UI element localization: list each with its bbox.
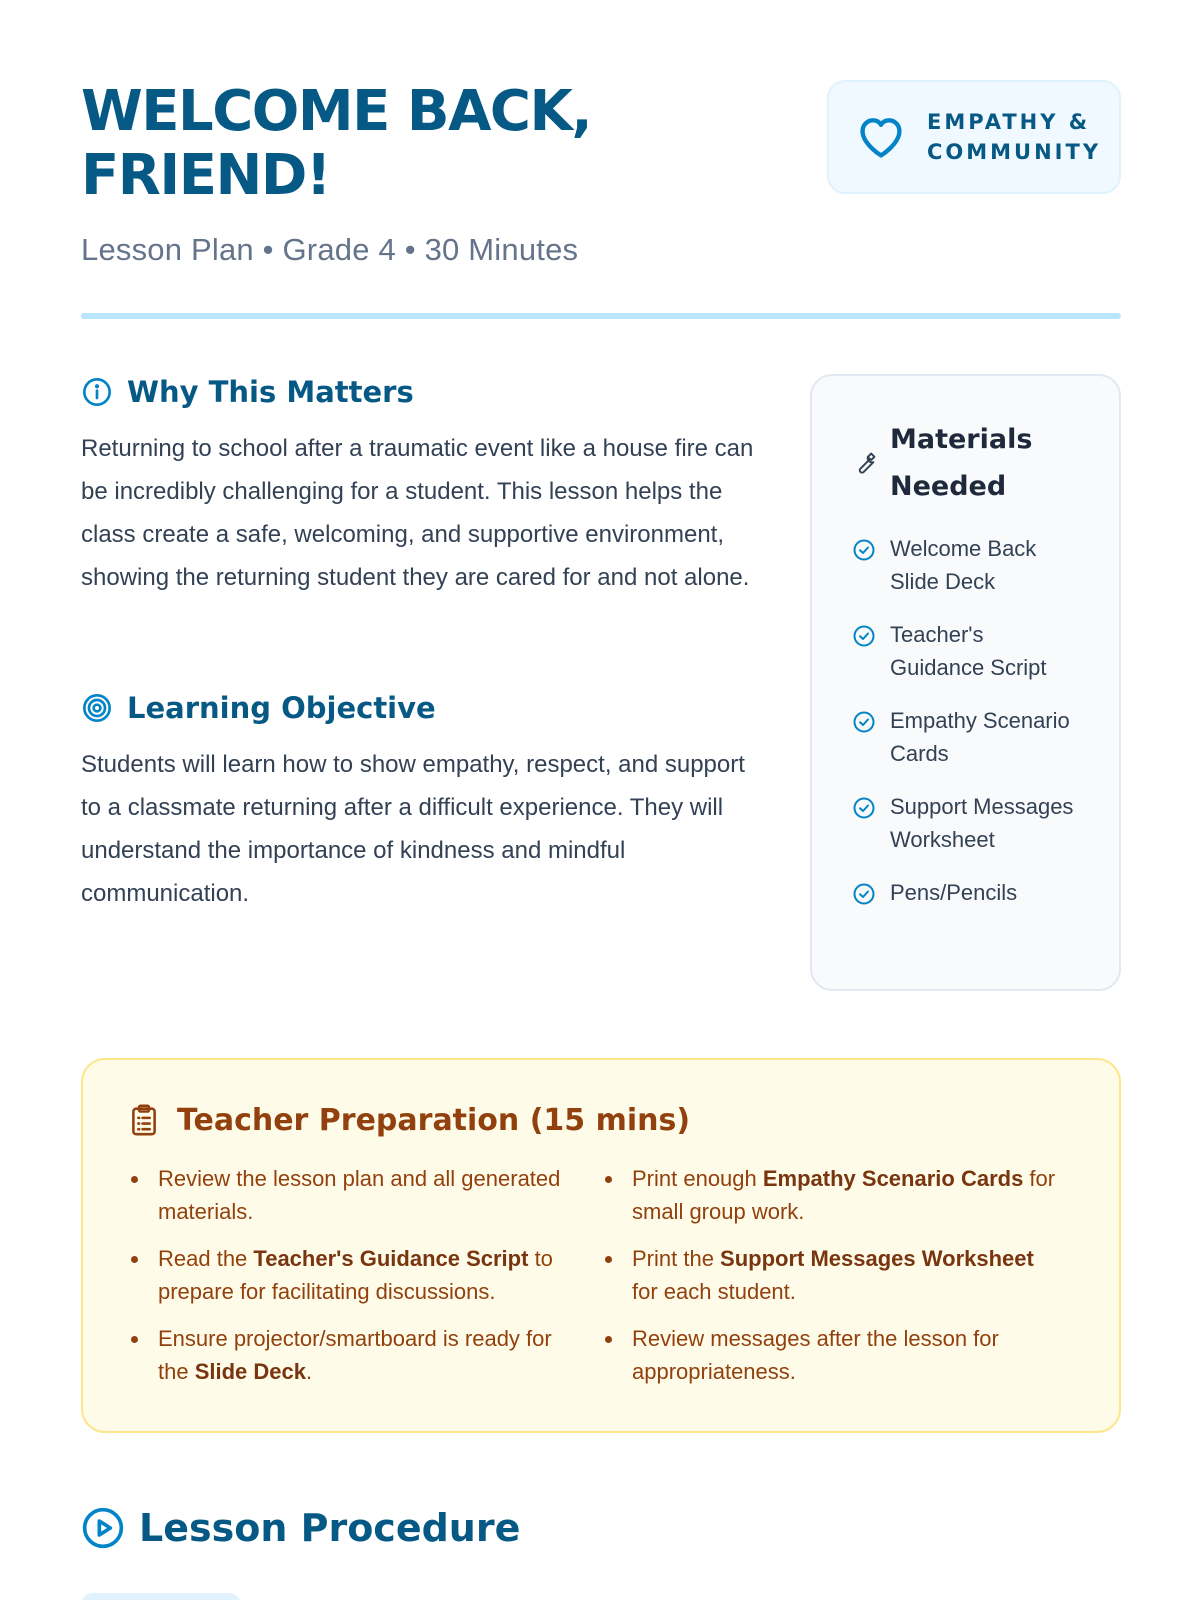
materials-list (852, 532, 1119, 909)
check-circle-icon (852, 882, 876, 906)
prep-columns (127, 1162, 1075, 1402)
page-header (81, 80, 1121, 268)
materials-item-label: Empathy Scenario Cards (890, 708, 1070, 766)
play-circle-icon (81, 1506, 125, 1550)
objective-section (81, 691, 761, 915)
procedure-section (81, 1506, 520, 1550)
check-circle-icon (852, 624, 876, 648)
why-section (81, 375, 761, 599)
badge-label (927, 107, 1101, 167)
why-heading (81, 375, 761, 409)
page-subtitle: Lesson Plan • Grade 4 • 30 Minutes (81, 232, 579, 267)
prep-item: Read the Teacher's Guidance Script to prepare for facilitating discussions. (127, 1242, 587, 1308)
materials-heading (852, 416, 1119, 510)
procedure-step-tab (81, 1593, 241, 1600)
materials-item (852, 704, 1082, 770)
prep-heading-label: Teacher Preparation (15 mins) (177, 1102, 691, 1138)
info-icon (81, 376, 113, 408)
badge-line-1: EMPATHY & (927, 110, 1091, 134)
why-paragraph: Returning to school after a traumatic event like a house fire can be incredibly challenging for a student. This lesson helps the class create a safe, welcoming, and supportive environment, showing the returning student they are cared for and not alone. (81, 435, 754, 591)
check-circle-icon (852, 538, 876, 562)
materials-card (810, 374, 1121, 991)
objective-paragraph: Students will learn how to show empathy, respect, and support to a classmate returning after a difficult experience. They will understand the importance of kindness and mindful communication. (81, 751, 745, 907)
prep-list-right (601, 1162, 1075, 1402)
clipboard-icon (127, 1102, 161, 1138)
check-circle-icon (852, 796, 876, 820)
procedure-heading-label: Lesson Procedure (139, 1506, 521, 1550)
prep-item: Print enough Empathy Scenario Cards for small group work. (601, 1162, 1061, 1228)
procedure-heading (81, 1506, 520, 1550)
badge-line-2: COMMUNITY (927, 140, 1102, 164)
check-circle-icon (852, 710, 876, 734)
prep-heading (127, 1102, 1075, 1138)
objective-heading (81, 691, 761, 725)
prep-item: Ensure projector/smartboard is ready for the Slide Deck. (127, 1322, 587, 1388)
materials-item-label: Teacher's Guidance Script (890, 622, 1047, 680)
materials-item-label: Welcome Back Slide Deck (890, 536, 1037, 594)
page-title: WELCOME BACK, FRIEND! (81, 79, 592, 208)
materials-item (852, 790, 1082, 856)
prep-item: Print the Support Messages Worksheet for each student. (601, 1242, 1061, 1308)
topic-badge (827, 80, 1121, 194)
target-icon (81, 692, 113, 724)
objective-heading-label: Learning Objective (127, 691, 436, 725)
teacher-prep-card (81, 1058, 1121, 1433)
heart-icon (855, 111, 907, 163)
wrench-icon (852, 450, 878, 476)
materials-item (852, 532, 1082, 598)
header-divider (81, 313, 1121, 319)
prep-list-left (127, 1162, 601, 1402)
materials-item-label: Pens/Pencils (890, 880, 1018, 905)
materials-item-label: Support Messages Worksheet (890, 794, 1074, 852)
materials-title: Materials Needed (890, 424, 1033, 502)
materials-item (852, 618, 1082, 684)
prep-item: Review the lesson plan and all generated materials. (127, 1162, 587, 1228)
materials-item (852, 876, 1082, 909)
why-heading-label: Why This Matters (127, 375, 414, 409)
prep-item: Review messages after the lesson for appropriateness. (601, 1322, 1061, 1388)
